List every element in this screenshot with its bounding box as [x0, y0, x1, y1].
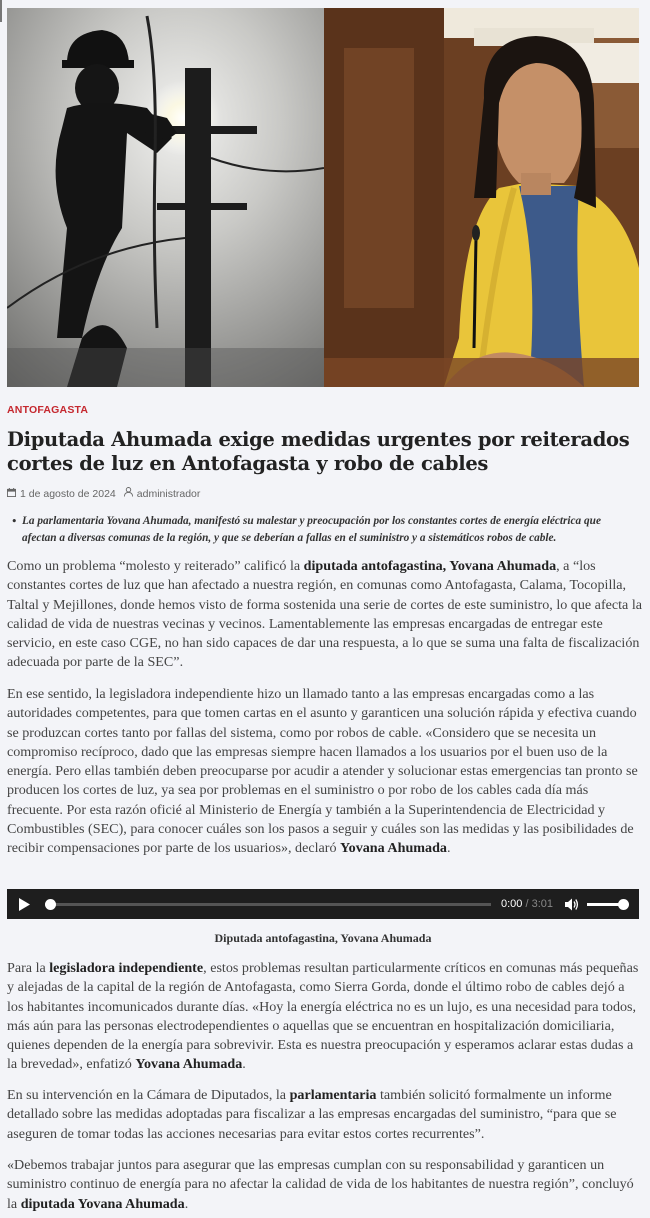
article-summary: La parlamentaria Yovana Ahumada, manifestó su malestar y preocupación por los constantes cortes de energía eléctrica que afectan a diversas comunas de la región, y que se deberían a fallas en el suministro y a sistemáticos robos de cable. — [22, 515, 601, 544]
summary-bullet: • — [11, 515, 18, 528]
paragraph-2: En ese sentido, la legisladora independiente hizo un llamado tanto a las empresas encargadas como a las autoridades competentes, para que tomen cartas en el asunto y garanticen una solución rápida y efectiva cuando se produzcan cortes tanto por fallas del sistema, como por robos de cable. «Considero que se necesita un compromiso recíproco, dado que las empresas siempre hacen llamados a los usuarios por el buen uso de la energía. Pero ellas también deben preocuparse por acudir a atender y solucionar estas emergencias tan pronto se producen los cortes de luz, ya sea por problemas en el suministro o por robo de los cables cada día más frecuente. Por esta razón oficié al Ministerio de Energía y también a la Superintendencia de Electricidad y Combustibles (SEC), para conocer cuáles son los pasos a seguir y cuáles son las medidas y las posibilidades de recibir compensaciones por parte de los usuarios», declaró Yovana Ahumada. — [7, 686, 638, 857]
current-time: 0:00 — [501, 898, 523, 910]
seek-bar[interactable] — [45, 903, 491, 906]
duration: 3:01 — [531, 898, 554, 910]
paragraph-3: Para la legisladora independiente, estos problemas resultan particularmente críticos en comunas más pequeñas y alejadas de la capital de la región de Antofagasta, como Sierra Gorda, donde el último robo de cables dejó a los habitantes incomunicados durante días. «Hoy la energía eléctrica no es un lujo, es una necesidad para todos, más aún para las personas electrodependientes o aquellas que se encuentran en hospitalización domiciliaria, quienes dependen de la energía para sobrevivir. Esta es nuestra preocupación y esperamos aclarar estas dudas a la brevedad», enfatizó Yovana Ahumada. — [7, 960, 639, 1073]
volume-handle[interactable] — [618, 899, 629, 910]
hero-image-deputy — [324, 8, 639, 387]
bold-text: diputada Yovana Ahumada — [20, 1195, 185, 1212]
bold-text: legisladora independiente — [49, 960, 204, 976]
article-date: 1 de agosto de 2024 — [20, 487, 116, 500]
calendar-icon — [7, 488, 16, 500]
audio-caption: Diputada antofagastina, Yovana Ahumada — [214, 931, 432, 945]
volume-slider[interactable] — [587, 903, 625, 906]
bold-text: Yovana Ahumada — [340, 840, 447, 857]
bold-text: diputada antofagastina, Yovana Ahumada — [303, 558, 557, 574]
hero-image-lineman — [7, 8, 324, 387]
edge-mark — [0, 0, 2, 22]
play-icon[interactable] — [19, 897, 33, 911]
paragraph-1: Como un problema “molesto y reiterado” calificó la diputada antofagastina, Yovana Ahumada, a “los constantes cortes de luz que han afectado a nuestra región, en comunas como Antofagasta, Calama, Tocopilla, Taltal y Mejillones, donde hemos visto de forma sostenida una serie de cortes de este suministro, lo que afecta la calidad de vida de nuestras vecinas y vecinos. Lamentablemente las empresas encargadas de entregar este servicio, en este caso CGE, no han sido capaces de dar una respuesta, a lo que se suma una falta de fiscalización adecuada por parte de la SEC”. — [7, 558, 643, 671]
category-label[interactable]: ANTOFAGASTA — [7, 404, 89, 416]
article-title: Diputada Ahumada exige medidas urgentes por reiterados cortes de luz en Antofagasta y robo de cables — [7, 428, 630, 475]
article-author[interactable]: administrador — [136, 487, 201, 500]
time-separator: / — [525, 898, 529, 910]
bold-text: parlamentaria — [289, 1087, 377, 1103]
article-meta — [7, 487, 200, 500]
volume-icon[interactable] — [565, 896, 581, 912]
user-icon — [124, 487, 133, 500]
seek-handle[interactable] — [45, 899, 56, 910]
hero-image — [7, 8, 639, 387]
bold-text: Yovana Ahumada — [135, 1056, 243, 1073]
audio-player — [7, 889, 639, 919]
paragraph-4: En su intervención en la Cámara de Diputados, la parlamentaria también solicitó formalmente un informe detallado sobre las medidas adoptadas para fiscalizar a las empresas encargadas del suministro, “para que se aseguren de tomar todas las acciones necesarias para evitar estos cortes recurrentes”. — [7, 1087, 617, 1142]
paragraph-5: «Debemos trabajar juntos para asegurar que las empresas cumplan con su responsabilidad y garanticen un suministro continuo de energía para no afectar la calidad de vida de los habitantes de nuestra región”, concluyó la diputada Yovana Ahumada. — [7, 1157, 634, 1212]
time-display — [501, 898, 553, 910]
